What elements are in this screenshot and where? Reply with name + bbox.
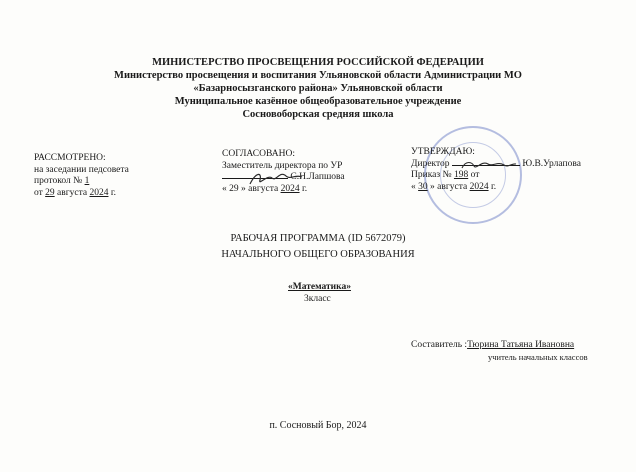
approved-date: « 30 » августа 2024 г. [411, 181, 497, 192]
program-title: РАБОЧАЯ ПРОГРАММА (ID 5672079) [230, 233, 406, 244]
program-level: НАЧАЛЬНОГО ОБЩЕГО ОБРАЗОВАНИЯ [221, 249, 415, 260]
institution-type: Муниципальное казённое общеобразовательное учреждение [174, 96, 462, 107]
place-year: п. Сосновый Бор, 2024 [269, 420, 367, 431]
reviewed-title: РАССМОТРЕНО: [34, 153, 106, 163]
reviewed-protocol: протокол № 1 [34, 176, 90, 186]
agreed-signature-icon [246, 168, 306, 190]
district-name: «Базарносызганского района» Ульяновской области [193, 83, 443, 94]
approved-order: Приказ № 198 от [411, 170, 480, 180]
reviewed-date: от 29 августа 2024 г. [34, 187, 117, 198]
approved-position: Директор Ю.В.Урлапова [411, 158, 581, 169]
ministry-title: МИНИСТЕРСТВО ПРОСВЕЩЕНИЯ РОССИЙСКОЙ ФЕДЕРАЦИИ [152, 57, 484, 68]
agreed-signature-line: С.Н.Лапшова [222, 172, 345, 184]
author-line [411, 340, 574, 352]
approved-signature-icon [458, 156, 518, 174]
agreed-title: СОГЛАСОВАНО: [222, 149, 295, 159]
program-subject: «Математика» [288, 282, 351, 292]
school-name: Сосновоборская средняя школа [242, 109, 394, 120]
approved-title: УТВЕРЖДАЮ: [411, 147, 475, 157]
agreed-position: Заместитель директора по УР [222, 160, 343, 171]
reviewed-block [34, 153, 129, 199]
author-role: учитель начальных классов [488, 352, 588, 362]
program-grade: 3класс [304, 294, 331, 304]
regional-ministry: Министерство просвещения и воспитания Ульяновской области Администрации МО [114, 70, 522, 81]
author-name: Тюрина Татьяна Ивановна [467, 340, 575, 350]
reviewed-council: на заседании педсовета [34, 164, 129, 175]
author-prefix: Составитель : [411, 340, 468, 350]
agreed-date: « 29 » августа 2024 г. [222, 183, 308, 194]
